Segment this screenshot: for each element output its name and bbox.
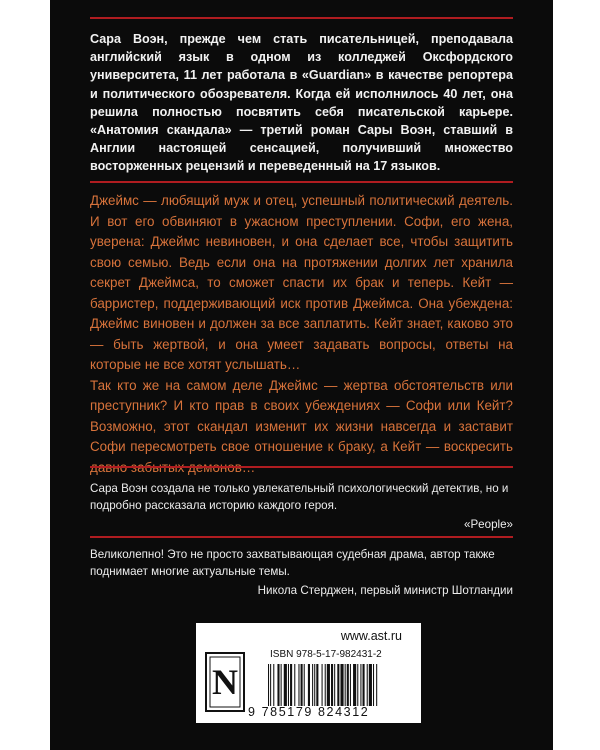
barcode-bar bbox=[327, 664, 330, 706]
logo-letter: N bbox=[212, 662, 238, 702]
blurb-paragraph-1: Джеймс — любящий муж и отец, успешный политический деятель. И вот его обвиняют в ужасном преступлении. Софи, его жена, уверена: Джеймс невиновен, и она сделает все, чтобы защитить свою семью. Ведь если она на протяжении долгих лет хранила секрет Джеймса, то сможет спасти их брак и теперь. Кейт — барристер, поддерживающий иск против Джеймса. Она убеждена: Джеймс виновен и должен за все заплатить. Кейт знает, каково это — быть жертвой, и она умеет задавать вопросы, ответы на которые не все хотят услышать… bbox=[90, 193, 513, 372]
barcode-bar bbox=[294, 664, 295, 706]
review-sturgeon-source: Никола Стерджен, первый министр Шотландии bbox=[257, 584, 513, 597]
author-bio: Сара Воэн, прежде чем стать писательницей, преподавала английский язык в одном из колледжей Оксфордского университета, 11 лет работала в «Guardian» в качестве репортера и политического обозревателя. Когда ей исполнилось 40 лет, она решила полностью посвятить себя писательской карьере. «Анатомия скандала» — третий роман Сары Воэн, ставший в Англии настоящей сенсацией, получивший множество восторженных рецензий и переведенный на 17 языков. bbox=[90, 32, 513, 174]
barcode-bar bbox=[331, 664, 333, 706]
barcode-bar bbox=[277, 664, 279, 706]
review-sturgeon-text: Великолепно! Это не просто захватывающая судебная драма, автор также поднимает многие актуальные темы. bbox=[90, 548, 495, 578]
barcode-bar bbox=[360, 664, 361, 706]
review-people bbox=[90, 480, 513, 533]
barcode-bar bbox=[314, 664, 315, 706]
barcode-bar bbox=[357, 664, 358, 706]
barcode-bar bbox=[363, 664, 365, 706]
barcode-bar bbox=[350, 664, 351, 706]
barcode-bar bbox=[322, 664, 323, 706]
book-blurb bbox=[90, 191, 513, 478]
publisher-logo bbox=[205, 652, 245, 712]
top-divider bbox=[90, 17, 513, 19]
isbn-number: ISBN 978-5-17-982431-2 bbox=[270, 649, 382, 660]
barcode-bar bbox=[337, 664, 339, 706]
barcode-bar bbox=[353, 664, 356, 706]
barcode-bar bbox=[270, 664, 271, 706]
barcode-bar bbox=[273, 664, 274, 706]
barcode-bar bbox=[290, 664, 292, 706]
bio-divider bbox=[90, 181, 513, 183]
publisher-logo-icon bbox=[207, 654, 243, 710]
review-people-source: «People» bbox=[464, 518, 513, 531]
barcode-digits: 9 785179 824312 bbox=[248, 705, 370, 719]
barcode-bar bbox=[367, 664, 368, 706]
barcode-bar bbox=[288, 664, 289, 706]
barcode-bar bbox=[376, 664, 377, 706]
barcode-bar bbox=[316, 664, 318, 706]
barcode-bar bbox=[298, 664, 299, 706]
barcode-bar bbox=[347, 664, 349, 706]
barcode-bar bbox=[369, 664, 372, 706]
barcode-bar bbox=[301, 664, 303, 706]
barcode-bar bbox=[308, 664, 310, 706]
barcode-panel bbox=[196, 623, 421, 723]
barcode-bar bbox=[281, 664, 282, 706]
barcode-bar bbox=[373, 664, 374, 706]
barcode-bar bbox=[268, 664, 269, 706]
barcode-bar bbox=[312, 664, 313, 706]
review-divider bbox=[90, 536, 513, 538]
review-people-text: Сара Воэн создала не только увлекательный психологический детектив, но и подробно рассказала историю каждого героя. bbox=[90, 482, 509, 512]
barcode-bar bbox=[334, 664, 335, 706]
barcode-bar bbox=[304, 664, 305, 706]
barcode-bar bbox=[284, 664, 287, 706]
publisher-website: www.ast.ru bbox=[340, 629, 402, 643]
barcode-icon bbox=[268, 664, 413, 706]
barcode-bar bbox=[345, 664, 346, 706]
blurb-divider bbox=[90, 466, 513, 468]
barcode-bar bbox=[325, 664, 326, 706]
barcode-bar bbox=[340, 664, 343, 706]
review-sturgeon bbox=[90, 546, 513, 599]
blurb-paragraph-2: Так кто же на самом деле Джеймс — жертва обстоятельств или преступник? И кто прав в своих убеждениях — Софи или Кейт? Возможно, этот скандал изменит их жизни навсегда и заставит Софи пересмотреть свое отношение к браку, а Кейт — воскресить bbox=[90, 377, 513, 454]
